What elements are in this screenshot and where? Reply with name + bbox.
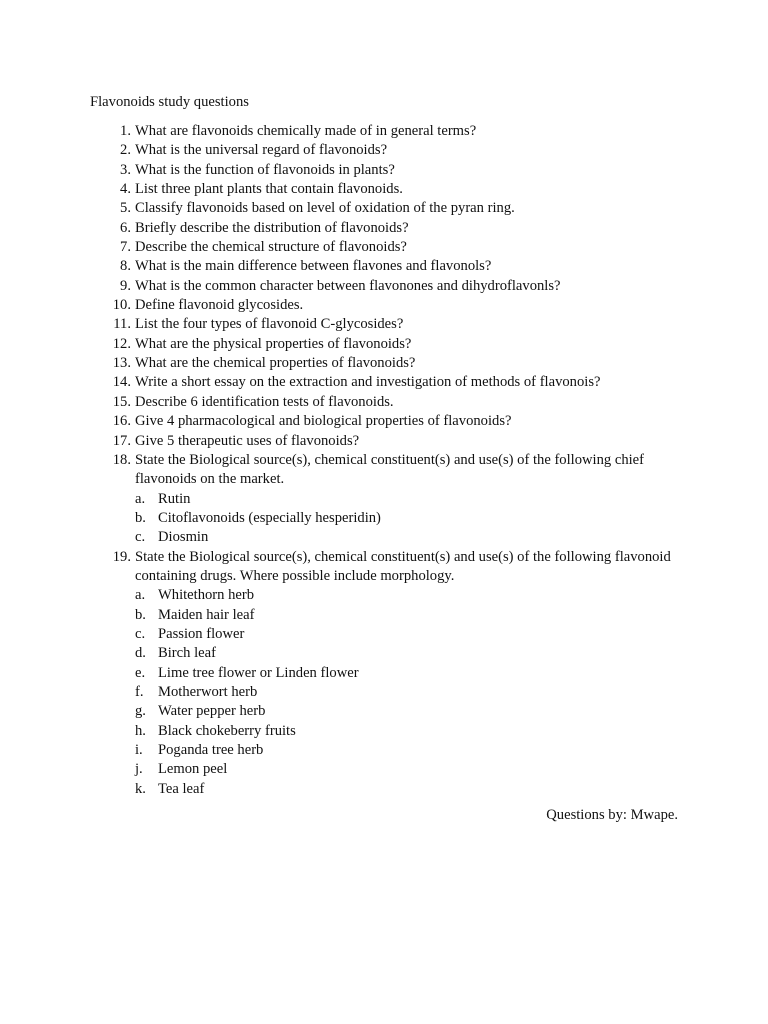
sub-item-letter: a.	[135, 587, 146, 604]
question-text: State the Biological source(s), chemical constituent(s) and use(s) of the following chief flavonoids on the market.	[135, 451, 645, 488]
sub-item-text: Lemon peel	[158, 761, 228, 778]
sub-item-text: Black chokeberry fruits	[158, 722, 296, 739]
question-number: 5.	[120, 200, 131, 217]
sub-item-letter: h.	[135, 722, 146, 739]
question-number: 13.	[112, 355, 131, 372]
question-text: What is the function of flavonoids in plants?	[135, 161, 395, 178]
sub-item-letter: b.	[135, 509, 146, 526]
sub-item-text: Lime tree flower or Linden flower	[158, 664, 359, 681]
question-item	[90, 432, 690, 451]
sub-item-text: Diosmin	[158, 529, 209, 546]
sub-item	[135, 625, 690, 644]
sub-item-text: Birch leaf	[158, 645, 216, 662]
question-number: 17.	[112, 432, 131, 449]
question-number: 10.	[112, 297, 131, 314]
sub-item	[135, 586, 690, 605]
sub-item	[135, 760, 690, 779]
question-text: What is the common character between flavonones and dihydroflavonls?	[135, 277, 561, 294]
sub-item-text: Water pepper herb	[158, 703, 266, 720]
sub-item-letter: i.	[135, 742, 143, 758]
question-item	[90, 451, 690, 548]
sub-item-list	[135, 586, 690, 799]
sub-item	[135, 722, 690, 741]
sub-item-text: Maiden hair leaf	[158, 606, 255, 623]
question-item	[90, 277, 690, 296]
question-number: 11.	[113, 316, 131, 333]
question-number: 1.	[120, 123, 131, 139]
question-item	[90, 122, 690, 141]
sub-item-text: Whitethorn herb	[158, 587, 255, 604]
question-number: 12.	[112, 335, 131, 352]
question-item	[90, 199, 690, 218]
question-item	[90, 161, 690, 180]
question-text: Give 5 therapeutic uses of flavonoids?	[135, 432, 360, 449]
question-number: 19.	[112, 548, 131, 565]
question-text: Describe 6 identification tests of flavonoids.	[135, 393, 394, 410]
sub-item-letter: a.	[135, 490, 146, 507]
question-number: 3.	[120, 161, 131, 178]
question-item	[90, 219, 690, 238]
sub-item	[135, 490, 690, 509]
question-number: 7.	[120, 239, 131, 256]
sub-item-letter: b.	[135, 606, 146, 623]
sub-item-letter: j.	[135, 761, 143, 778]
question-text: List three plant plants that contain flavonoids.	[135, 181, 403, 198]
question-text: Describe the chemical structure of flavonoids?	[135, 239, 407, 256]
sub-item	[135, 780, 690, 799]
question-item	[90, 373, 690, 392]
question-number: 9.	[120, 277, 131, 294]
question-text: Give 4 pharmacological and biological properties of flavonoids?	[135, 413, 512, 430]
sub-item	[135, 741, 690, 760]
sub-item-letter: c.	[135, 625, 146, 642]
sub-item	[135, 528, 690, 547]
question-item	[90, 141, 690, 160]
question-item	[90, 412, 690, 431]
question-text: What are flavonoids chemically made of in general terms?	[135, 123, 477, 139]
question-text: What are the physical properties of flavonoids?	[135, 335, 412, 352]
sub-item-letter: c.	[135, 529, 146, 546]
sub-item-text: Citoflavonoids (especially hesperidin)	[158, 509, 381, 526]
sub-item-letter: e.	[135, 664, 146, 681]
question-item	[90, 257, 690, 276]
sub-item	[135, 644, 690, 663]
question-item	[90, 354, 690, 373]
question-text: What is the main difference between flavones and flavonols?	[135, 258, 492, 275]
question-item	[90, 315, 690, 334]
sub-item-letter: k.	[135, 780, 146, 797]
question-text: Classify flavonoids based on level of oxidation of the pyran ring.	[135, 200, 515, 217]
question-item	[90, 238, 690, 257]
sub-item-letter: g.	[135, 703, 146, 720]
sub-item-text: Motherwort herb	[158, 683, 258, 700]
question-number: 4.	[120, 181, 131, 198]
question-number: 6.	[120, 219, 131, 236]
sub-item	[135, 509, 690, 528]
question-number: 16.	[112, 413, 131, 430]
question-item	[90, 393, 690, 412]
question-list	[90, 122, 690, 799]
sub-item-list	[135, 490, 690, 548]
question-text: What are the chemical properties of flavonoids?	[135, 355, 416, 372]
question-text: State the Biological source(s), chemical constituent(s) and use(s) of the following flavonoid containing drugs. Where possible include morphology.	[135, 548, 671, 584]
question-number: 14.	[112, 374, 131, 391]
question-number: 8.	[120, 258, 131, 275]
question-text: What is the universal regard of flavonoids?	[135, 142, 388, 159]
sub-item	[135, 702, 690, 721]
question-number: 15.	[112, 393, 131, 410]
author-signature: Questions by: Mwape.	[546, 807, 678, 823]
sub-item	[135, 683, 690, 702]
question-number: 18.	[112, 451, 131, 468]
sub-item-text: Poganda tree herb	[158, 742, 264, 758]
sub-item-letter: d.	[135, 645, 146, 662]
question-item	[90, 180, 690, 199]
question-text: Define flavonoid glycosides.	[135, 297, 304, 314]
sub-item-text: Rutin	[158, 490, 191, 507]
sub-item-letter: f.	[135, 683, 144, 700]
question-number: 2.	[120, 142, 131, 159]
sub-item-text: Passion flower	[158, 625, 245, 642]
sub-item	[135, 606, 690, 625]
question-item	[90, 548, 690, 799]
question-text: Write a short essay on the extraction and investigation of methods of flavonois?	[135, 374, 601, 391]
question-item	[90, 296, 690, 315]
question-item	[90, 335, 690, 354]
document-title: Flavonoids study questions	[90, 94, 249, 110]
question-text: List the four types of flavonoid C-glycosides?	[135, 316, 404, 333]
sub-item	[135, 664, 690, 683]
sub-item-text: Tea leaf	[158, 780, 205, 797]
question-text: Briefly describe the distribution of flavonoids?	[135, 219, 409, 236]
